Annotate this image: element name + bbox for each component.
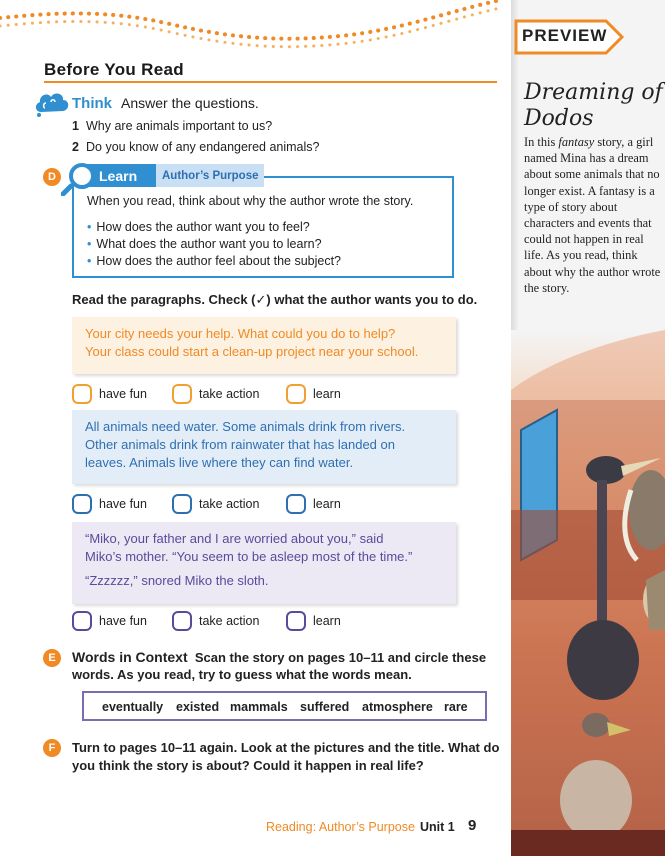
question-number: 2 — [72, 140, 79, 154]
thought-cloud-icon — [33, 88, 71, 118]
learn-bullet-text: What does the author want you to learn? — [96, 237, 322, 251]
paragraph-line: “Miko, your father and I are worried about you,” said — [85, 531, 384, 546]
paragraph-box-2 — [72, 410, 456, 484]
option-label: have fun — [99, 497, 147, 511]
paragraph-line: Your city needs your help. What could you do to help? — [85, 326, 396, 341]
checkbox[interactable] — [72, 494, 92, 514]
checkbox[interactable] — [172, 384, 192, 404]
vocab-word: atmosphere — [362, 700, 433, 714]
learn-label: Learn — [99, 168, 138, 184]
checkbox[interactable] — [172, 611, 192, 631]
question-text: Why are animals important to us? — [86, 119, 273, 133]
paragraph-line: All animals need water. Some animals drink from rivers. — [85, 419, 406, 434]
question-text: Do you know of any endangered animals? — [86, 140, 320, 154]
section-letter-d: D — [43, 168, 61, 186]
page-number: 9 — [468, 817, 477, 834]
section-letter-e: E — [43, 649, 61, 667]
activity-instruction: Read the paragraphs. Check (✓) what the author wants you to do. — [72, 292, 478, 307]
option-label: learn — [313, 497, 341, 511]
paragraph-line: Miko’s mother. “You seem to be asleep most of the time.” — [85, 549, 413, 564]
dodo-illustration — [511, 330, 665, 856]
question-f-text: Turn to pages 10–11 again. Look at the pictures and the title. What do you think the story is about? Could it happen in real life? — [72, 740, 500, 773]
words-in-context-instruction: Scan the story on pages 10–11 and circle these words. As you read, try to guess what the words mean. — [72, 650, 487, 682]
checkbox[interactable] — [72, 611, 92, 631]
option-label: have fun — [99, 614, 147, 628]
paragraph-line: Your class could start a clean-up project near your school. — [85, 344, 419, 359]
story-title: Dreaming of Dodos — [524, 80, 663, 131]
learn-intro: When you read, think about why the author wrote the story. — [87, 194, 414, 208]
section-letter-f: F — [43, 739, 61, 757]
checkbox[interactable] — [286, 494, 306, 514]
vocab-word: existed — [176, 700, 220, 714]
section-divider — [44, 81, 497, 83]
option-label: take action — [199, 497, 260, 511]
words-in-context-label: Words in Context — [72, 649, 188, 665]
vocab-word: mammals — [230, 700, 288, 714]
option-label: take action — [199, 614, 260, 628]
learn-bullet-text: How does the author feel about the subject? — [96, 254, 342, 268]
checkbox[interactable] — [286, 611, 306, 631]
question-2 — [72, 140, 319, 154]
section-title: Before You Read — [44, 60, 184, 79]
story-summary — [524, 134, 662, 296]
vocab-word: rare — [444, 700, 468, 714]
story-summary-genre: fantasy — [558, 135, 595, 149]
learn-bullet: • How does the author feel about the subject? — [87, 254, 342, 268]
option-label: learn — [313, 614, 341, 628]
learn-bullet: • How does the author want you to feel? — [87, 220, 310, 234]
paragraph-line: leaves. Animals live where they can find water. — [85, 455, 354, 470]
checkbox[interactable] — [72, 384, 92, 404]
learn-bullet-text: How does the author want you to feel? — [96, 220, 310, 234]
magnifier-icon — [61, 162, 99, 196]
story-summary-rest: story, a girl named Mina has a dream about some animals that no longer exist. A fantasy is a type of story about characters and events that could not happen in real life. As you read, think about why the author wrote the story. — [524, 135, 661, 295]
checkbox[interactable] — [172, 494, 192, 514]
paragraph-box-3 — [72, 522, 456, 604]
vocabulary-box — [82, 691, 487, 721]
checkbox[interactable] — [286, 384, 306, 404]
question-number: 1 — [72, 119, 79, 133]
option-label: have fun — [99, 387, 147, 401]
dotted-wave-decoration — [0, 0, 500, 60]
paragraph-line: Other animals drink from rainwater that has landed on — [85, 437, 395, 452]
learn-bullet: • What does the author want you to learn? — [87, 237, 322, 251]
learn-subtitle: Author’s Purpose — [162, 170, 259, 182]
vocab-word: eventually — [102, 700, 164, 714]
paragraph-line: “Zzzzzz,” snored Miko the sloth. — [85, 573, 269, 588]
footer-topic: Reading: Author’s Purpose — [266, 820, 415, 834]
think-instruction: Answer the questions. — [121, 95, 259, 111]
paragraph-box-1 — [72, 317, 456, 374]
preview-tag-label: PREVIEW — [522, 26, 608, 45]
option-label: learn — [313, 387, 341, 401]
option-label: take action — [199, 387, 260, 401]
think-label: Think — [72, 95, 112, 112]
words-in-context-text — [72, 649, 502, 683]
story-summary-start: In this — [524, 135, 559, 149]
question-1 — [72, 119, 272, 133]
footer-unit: Unit 1 — [420, 820, 455, 834]
vocab-word: suffered — [300, 700, 350, 714]
